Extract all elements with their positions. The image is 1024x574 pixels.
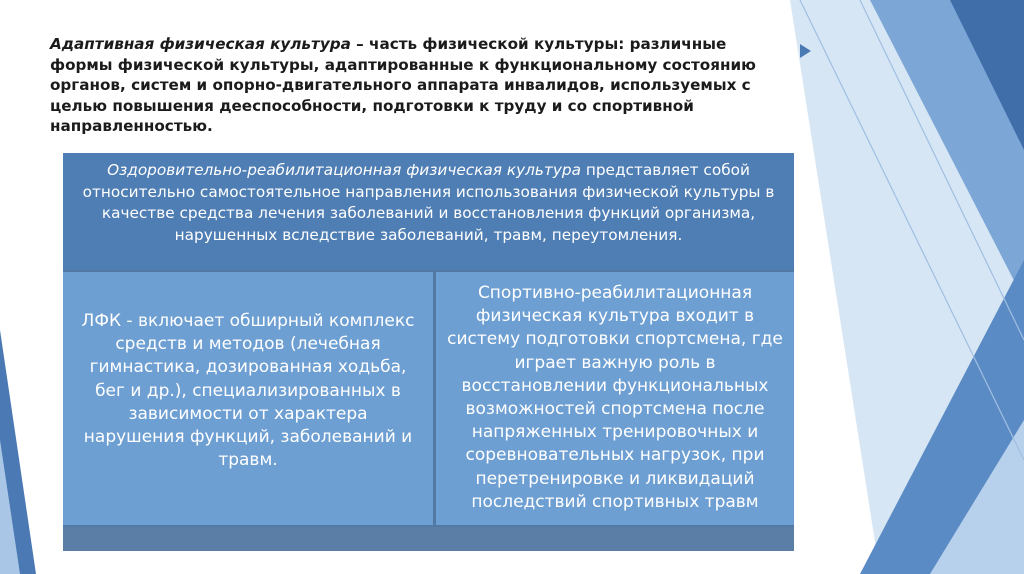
table-cell-top xyxy=(63,153,794,270)
table-cell-left: ЛФК - включает обширный комплекс средств и методов (лечебная гимнастика, дозированная ходьба, бег и др.), специализированных в зависимости от характера нарушения функций, заболеваний и травм. xyxy=(63,272,433,525)
intro-text: – часть физической культуры: различные формы физической культуры, адаптированные к функциональному состоянию органов, систем и опорно-двигательного аппарата инвалидов, используемых с целью повышения дееспособности, подготовки к труду и со спортивной направленностью. xyxy=(50,35,756,135)
info-table xyxy=(63,153,794,551)
top-term: Оздоровительно-реабилитационная физическая культура xyxy=(107,161,581,179)
top-text: представляет собой относительно самостоятельное направления использования физической культуры в качестве средства лечения заболеваний и восстановления функций организма, нарушенных вследствие заболеваний, травм, переутомления. xyxy=(82,161,775,244)
intro-term: Адаптивная физическая культура xyxy=(50,35,351,53)
table-cell-bottom xyxy=(63,527,794,551)
intro-paragraph xyxy=(50,34,770,137)
table-cell-right: Спортивно-реабилитационная физическая культура входит в систему подготовки спортсмена, где играет важную роль в восстановлении функциональных возможностей спортсмена после напряженных тренировочных и соревновательных нагрузок, при перетренировке и ликвидаций последствий спортивных травм xyxy=(436,272,794,525)
arrow-icon xyxy=(800,44,811,58)
